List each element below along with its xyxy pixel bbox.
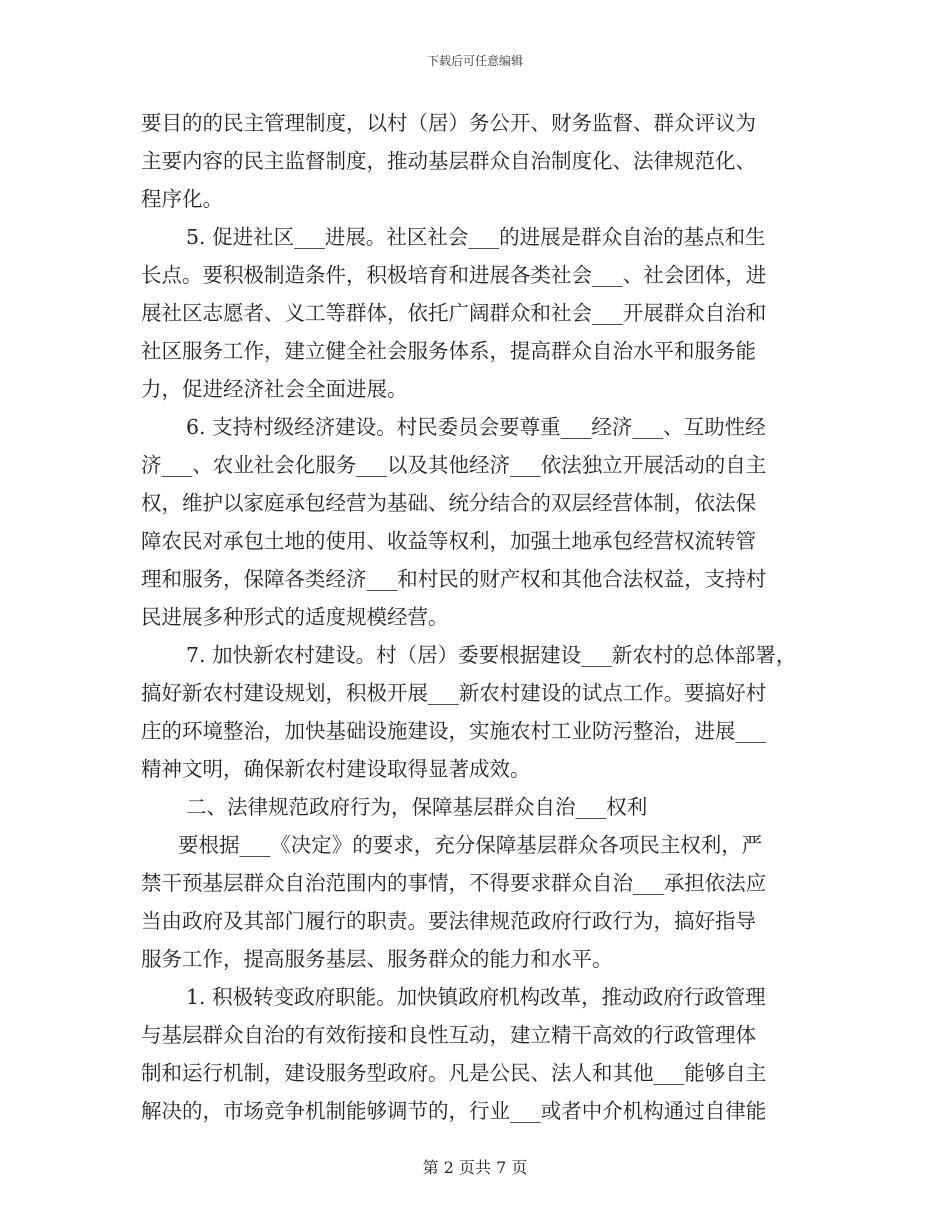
section-heading: 二、法律规范政府行为，保障基层群众自治___权利 <box>186 795 648 819</box>
text-line: 力，促进经济社会全面进展。 <box>141 377 408 401</box>
text-line: 障农民对承包土地的使用、收益等权利，加强土地承包经营权流转管 <box>141 529 756 553</box>
paragraph-start-7: 7. 加快新农村建设。村（居）委要根据建设___新农村的总体部署， <box>186 643 797 667</box>
text-line: 理和服务，保障各类经济___和村民的财产权和其他合法权益，支持村 <box>141 567 767 591</box>
paragraph-start-1: 1. 积极转变政府职能。加快镇政府机构改革，推动政府行政管理 <box>186 985 766 1009</box>
text-line: 与基层群众自治的有效衔接和良性互动，建立精干高效的行政管理体 <box>141 1023 756 1047</box>
text-line: 长点。要积极制造条件，积极培育和进展各类社会___、社会团体，进 <box>141 263 767 287</box>
text-line: 制和运行机制，建设服务型政府。凡是公民、法人和其他___能够自主 <box>141 1061 767 1085</box>
page-number: 第 2 页共 7 页 <box>422 1158 528 1177</box>
text-line: 主要内容的民主监督制度，推动基层群众自治制度化、法律规范化、 <box>141 149 756 173</box>
text-line: 社区服务工作，建立健全社会服务体系，提高群众自治水平和服务能 <box>141 339 756 363</box>
paragraph-start: 要根据___《决定》的要求，充分保障基层群众各项民主权利，严 <box>178 833 763 857</box>
text-line: 庄的环境整治，加快基础设施建设，实施农村工业防污整治，进展___ <box>141 719 767 743</box>
paragraph-start-6: 6. 支持村级经济建设。村民委员会要尊重___经济___、互助性经 <box>186 415 766 439</box>
text-line: 精神文明，确保新农村建设取得显著成效。 <box>141 757 531 781</box>
text-line: 解决的，市场竞争机制能够调节的，行业___或者中介机构通过自律能 <box>141 1099 767 1123</box>
document-body <box>141 104 831 1130</box>
text-line: 要目的的民主管理制度，以村（居）务公开、财务监督、群众评议为 <box>141 111 756 135</box>
text-line: 服务工作，提高服务基层、服务群众的能力和水平。 <box>141 947 613 971</box>
paragraph-start-5: 5. 促进社区___进展。社区社会___的进展是群众自治的基点和生 <box>186 225 766 249</box>
text-line: 民进展多种形式的适度规模经营。 <box>141 605 449 629</box>
text-line: 展社区志愿者、义工等群体，依托广阔群众和社会___开展群众自治和 <box>141 301 767 325</box>
page-header-note: 下载后可任意编辑 <box>426 54 523 68</box>
text-line: 禁干预基层群众自治范围内的事情，不得要求群众自治___承担依法应 <box>141 871 767 895</box>
text-line: 权，维护以家庭承包经营为基础、统分结合的双层经营体制，依法保 <box>141 491 756 515</box>
text-line: 当由政府及其部门履行的职责。要法律规范政府行政行为，搞好指导 <box>141 909 756 933</box>
text-line: 济___、农业社会化服务___以及其他经济___依法独立开展活动的自主 <box>141 453 767 477</box>
text-line: 程序化。 <box>141 187 223 211</box>
text-line: 搞好新农村建设规划，积极开展___新农村建设的试点工作。要搞好村 <box>141 681 767 705</box>
